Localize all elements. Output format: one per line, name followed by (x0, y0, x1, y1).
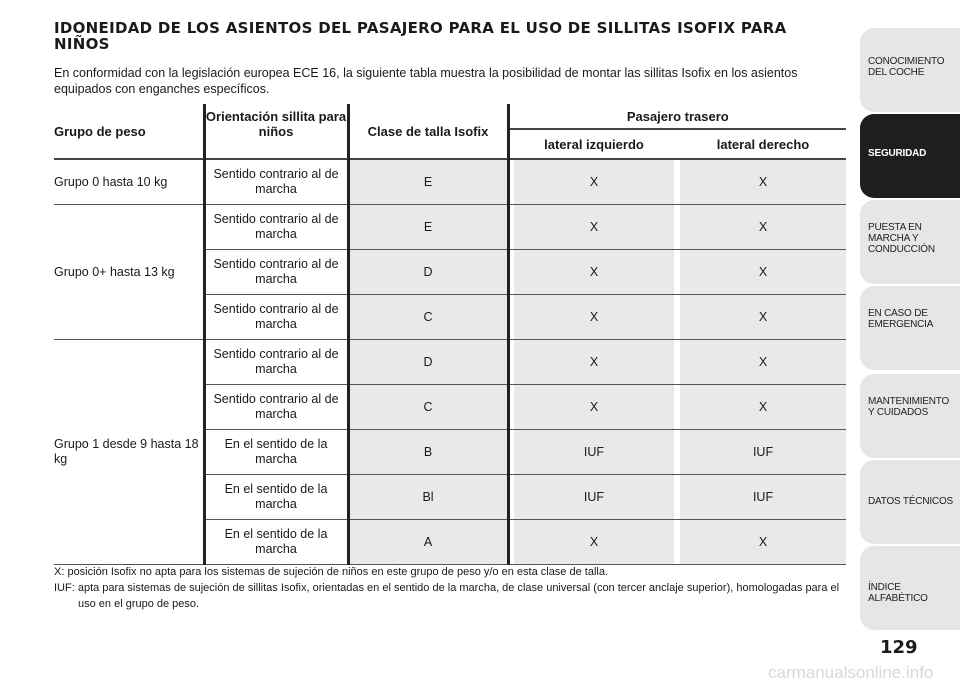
table-header-row (54, 104, 846, 129)
intro-paragraph: En conformidad con la legislación europea ECE 16, la siguiente tabla muestra la posibilidad de montar las sillitas Isofix en los asientos equipados con enganches específicos. (54, 66, 798, 96)
isofix-class: B (348, 430, 508, 475)
right-seat-value: X (680, 295, 846, 340)
table-notes (54, 564, 854, 612)
left-seat-value: X (514, 340, 674, 385)
right-seat-value: X (680, 385, 846, 430)
left-seat-value: X (514, 205, 674, 250)
right-seat-value: X (680, 520, 846, 565)
isofix-class: E (348, 205, 508, 250)
header-izquierdo: lateral izquierdo (514, 129, 674, 159)
seat-orientation: Sentido contrario al de marcha (204, 250, 348, 295)
left-seat-value: X (514, 250, 674, 295)
watermark: carmanualsonline.info (768, 663, 934, 682)
header-grupo: Grupo de peso (54, 104, 204, 159)
table-row (54, 205, 846, 250)
sidebar-tab-3[interactable]: PUESTA EN MARCHA Y CONDUCCIÓN (860, 200, 960, 284)
seat-orientation: Sentido contrario al de marcha (204, 295, 348, 340)
isofix-class: C (348, 385, 508, 430)
sidebar-tab-1[interactable]: CONOCIMIENTO DEL COCHE (860, 28, 960, 112)
table-row (54, 340, 846, 385)
left-seat-value: IUF (514, 430, 674, 475)
left-seat-value: X (514, 385, 674, 430)
note-iuf: IUF: apta para sistemas de sujeción de sillitas Isofix, orientadas en el sentido de la marcha, de clase universal (con tercer anclaje superior), homologadas para el uso en el grupo de peso. (54, 582, 840, 610)
sidebar-tab-6[interactable]: DATOS TÉCNICOS (860, 460, 960, 544)
left-seat-value: X (514, 159, 674, 205)
seat-orientation: En el sentido de la marcha (204, 475, 348, 520)
weight-group: Grupo 0+ hasta 13 kg (54, 205, 204, 340)
weight-group: Grupo 0 hasta 10 kg (54, 159, 204, 205)
isofix-class: C (348, 295, 508, 340)
header-derecho: lateral derecho (680, 129, 846, 159)
note-x: X: posición Isofix no apta para los sistemas de sujeción de niños en este grupo de peso y/o en esta clase de talla. (54, 566, 609, 578)
isofix-class: D (348, 250, 508, 295)
isofix-table (54, 104, 846, 565)
left-seat-value: IUF (514, 475, 674, 520)
right-seat-value: IUF (680, 430, 846, 475)
left-seat-value: X (514, 520, 674, 565)
table-row (54, 159, 846, 205)
page-title: IDONEIDAD DE LOS ASIENTOS DEL PASAJERO PARA EL USO DE SILLITAS ISOFIX PARA NIÑOS (54, 19, 787, 53)
right-seat-value: X (680, 159, 846, 205)
header-orientacion: Orientación sillita para niños (204, 104, 348, 159)
header-clase: Clase de talla Isofix (348, 104, 508, 159)
right-seat-value: IUF (680, 475, 846, 520)
seat-orientation: Sentido contrario al de marcha (204, 385, 348, 430)
left-seat-value: X (514, 295, 674, 340)
sidebar-tab-5[interactable]: MANTENIMIENTO Y CUIDADOS (860, 374, 960, 458)
header-pasajero: Pasajero trasero (626, 108, 729, 124)
seat-orientation: Sentido contrario al de marcha (204, 340, 348, 385)
table-body (54, 159, 846, 565)
seat-orientation: Sentido contrario al de marcha (204, 159, 348, 205)
sidebar-tab-2[interactable]: SEGURIDAD (860, 114, 960, 198)
isofix-class: D (348, 340, 508, 385)
weight-group: Grupo 1 desde 9 hasta 18 kg (54, 340, 204, 565)
page-number: 129 (880, 637, 918, 658)
seat-orientation: En el sentido de la marcha (204, 430, 348, 475)
seat-orientation: En el sentido de la marcha (204, 520, 348, 565)
right-seat-value: X (680, 205, 846, 250)
sidebar-tab-7[interactable]: ÍNDICE ALFABÉTICO (860, 546, 960, 630)
isofix-class: A (348, 520, 508, 565)
sidebar-tab-4[interactable]: EN CASO DE EMERGENCIA (860, 286, 960, 370)
right-seat-value: X (680, 250, 846, 295)
isofix-class: Bl (348, 475, 508, 520)
right-seat-value: X (680, 340, 846, 385)
isofix-class: E (348, 159, 508, 205)
seat-orientation: Sentido contrario al de marcha (204, 205, 348, 250)
